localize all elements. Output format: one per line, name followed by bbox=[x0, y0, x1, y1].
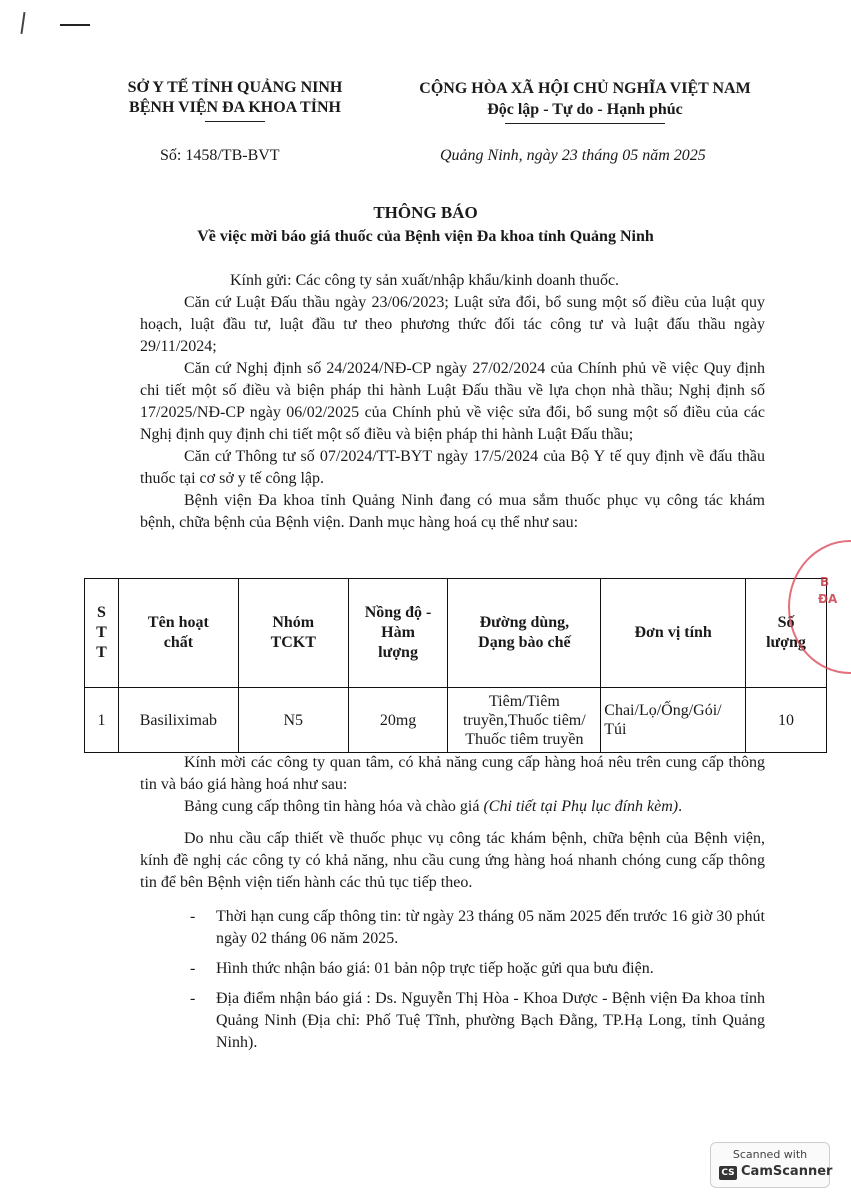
camscanner-watermark bbox=[710, 1142, 833, 1188]
list-item bbox=[140, 906, 765, 950]
cell-quantity: 10 bbox=[746, 688, 827, 753]
cell-unit: Chai/Lọ/Ống/Gói/ Túi bbox=[601, 688, 746, 753]
document-body bbox=[140, 270, 765, 534]
urgency-request: Do nhu cầu cấp thiết về thuốc phục vụ công tác khám bệnh, chữa bệnh của Bệnh viện, kính đề nghị các công ty có khả năng, nhu cầu cung ứng hàng hoá nhanh chóng cung cấp thông tin để bên Bệnh viện tiến hành các thủ tục tiếp theo. bbox=[140, 830, 765, 891]
document-subtitle: Về việc mời báo giá thuốc của Bệnh viện Đa khoa tỉnh Quảng Ninh bbox=[197, 228, 654, 245]
scanned-with-label: Scanned with bbox=[732, 1148, 808, 1161]
table-row bbox=[85, 688, 827, 753]
bullet-dash: - bbox=[190, 960, 196, 977]
seal-text-fragment: ĐA bbox=[818, 592, 838, 606]
cell-stt: 1 bbox=[85, 688, 119, 753]
national-title: CỘNG HÒA XÃ HỘI CHỦ NGHĨA VIỆT NAM bbox=[419, 80, 751, 97]
bullet-dash: - bbox=[190, 990, 196, 1007]
requirements-list bbox=[140, 906, 765, 1054]
appendix-reference: (Chi tiết tại Phụ lục đính kèm) bbox=[483, 798, 679, 815]
deadline-text: Thời hạn cung cấp thông tin: từ ngày 23 tháng 05 năm 2025 đến trước 16 giờ 30 phút ngày 02 tháng 06 năm 2025. bbox=[216, 908, 765, 947]
camscanner-brand: CamScanner bbox=[741, 1164, 833, 1179]
national-motto: Độc lập - Tự do - Hạnh phúc bbox=[487, 101, 683, 118]
legal-basis-2: Căn cứ Nghị định số 24/2024/NĐ-CP ngày 27/02/2024 của Chính phủ về việc Quy định chi tiết một số điều và biện pháp thi hành Luật Đấu thầu về lựa chọn nhà thầu; Nghị định số 17/2025/NĐ-CP ngày 06/02/2025 của Chính phủ về việc sửa đổi, bổ sung một số điều của các Nghị định quy định chi tiết một số điều và biện pháp thi hành Luật Đấu thầu; bbox=[140, 360, 765, 443]
header-route-form: Đường dùng, Dạng bào chế bbox=[448, 579, 601, 688]
motto-underline bbox=[505, 123, 665, 124]
procurement-intro: Bệnh viện Đa khoa tỉnh Quảng Ninh đang có mua sắm thuốc phục vụ công tác khám bệnh, chữa bệnh của Bệnh viện. Danh mục hàng hoá cụ thể như sau: bbox=[140, 492, 765, 531]
submission-location-text: Địa điểm nhận báo giá : Ds. Nguyễn Thị Hòa - Khoa Dược - Bệnh viện Đa khoa tỉnh Quảng Ninh (Địa chỉ: Phố Tuệ Tĩnh, phường Bạch Đằng, TP.Hạ Long, tỉnh Quảng Ninh). bbox=[216, 990, 765, 1051]
header-stt: S T T bbox=[85, 579, 119, 688]
greeting: Kính gửi: Các công ty sản xuất/nhập khẩu/kinh doanh thuốc. bbox=[230, 272, 620, 289]
list-item bbox=[140, 958, 765, 980]
quote-form-end: . bbox=[678, 798, 683, 815]
cell-tech-group: N5 bbox=[238, 688, 348, 753]
invitation-text: Kính mời các công ty quan tâm, có khả năng cung cấp hàng hoá nêu trên cung cấp thông tin và báo giá hàng hoá như sau: bbox=[140, 754, 765, 793]
document-date: Quảng Ninh, ngày 23 tháng 05 năm 2025 bbox=[440, 147, 706, 164]
cell-active-ingredient: Basiliximab bbox=[118, 688, 238, 753]
issuer-header bbox=[100, 78, 370, 122]
legal-basis-3: Căn cứ Thông tư số 07/2024/TT-BYT ngày 17/5/2024 của Bộ Y tế quy định về đấu thầu thuốc tại cơ sở y tế công lập. bbox=[140, 448, 765, 487]
drug-list-table bbox=[84, 578, 827, 753]
header-tech-group: Nhóm TCKT bbox=[238, 579, 348, 688]
header-active-ingredient: Tên hoạt chất bbox=[118, 579, 238, 688]
header-concentration: Nồng độ - Hàm lượng bbox=[348, 579, 448, 688]
cell-concentration: 20mg bbox=[348, 688, 448, 753]
camscanner-logo-icon: CS bbox=[719, 1166, 737, 1180]
table-header-row bbox=[85, 579, 827, 688]
header-unit: Đơn vị tính bbox=[601, 579, 746, 688]
quote-form-note bbox=[140, 796, 765, 818]
seal-text-fragment: B bbox=[820, 575, 830, 589]
list-item bbox=[140, 988, 765, 1054]
bullet-dash: - bbox=[190, 908, 196, 925]
cell-route-form: Tiêm/Tiêm truyền,Thuốc tiêm/ Thuốc tiêm truyền bbox=[448, 688, 601, 753]
pen-mark-left bbox=[20, 12, 25, 34]
national-header bbox=[380, 78, 790, 124]
quote-form-main: Bảng cung cấp thông tin hàng hóa và chào giá bbox=[184, 798, 484, 815]
closing-section bbox=[140, 752, 765, 1062]
pen-mark-top bbox=[60, 24, 90, 26]
issuer-department: SỞ Y TẾ TỈNH QUẢNG NINH bbox=[127, 79, 343, 96]
header-quantity: Số lượng bbox=[746, 579, 827, 688]
submission-method-text: Hình thức nhận báo giá: 01 bản nộp trực tiếp hoặc gửi qua bưu điện. bbox=[216, 960, 654, 977]
issuer-hospital: BỆNH VIỆN ĐA KHOA TỈNH bbox=[129, 99, 341, 116]
issuer-underline bbox=[205, 121, 265, 122]
document-number: Số: 1458/TB-BVT bbox=[160, 147, 280, 164]
legal-basis-1: Căn cứ Luật Đấu thầu ngày 23/06/2023; Luật sửa đổi, bổ sung một số điều của luật quy hoạch, luật đầu tư, luật đầu tư theo phương thức đối tác công tư và luật đấu thầu ngày 29/11/2024; bbox=[140, 294, 765, 355]
document-title: THÔNG BÁO bbox=[373, 203, 478, 222]
